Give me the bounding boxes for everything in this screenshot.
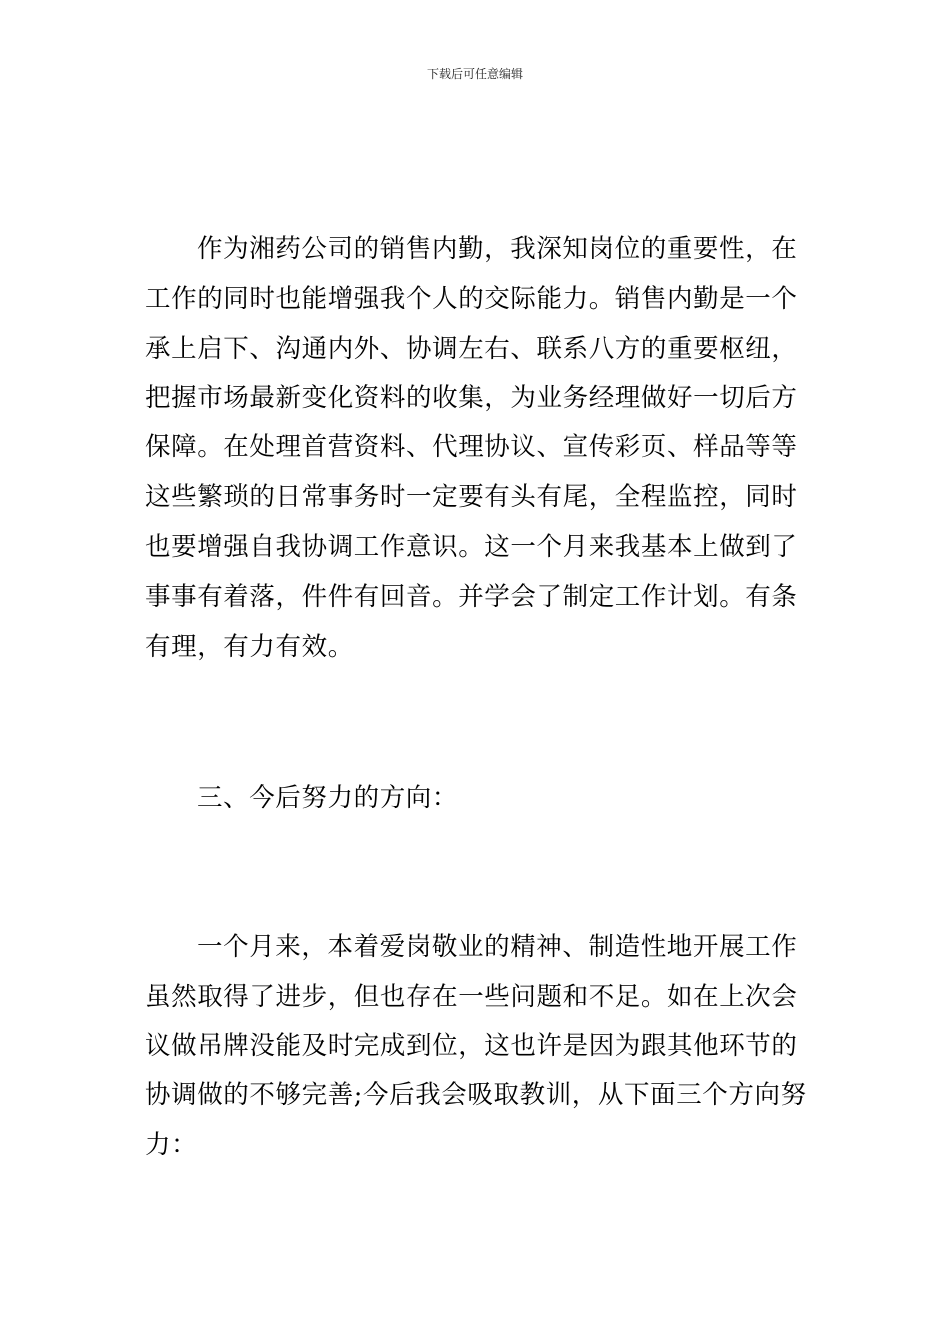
paragraph-line: 把握市场最新变化资料的收集，为业务经理做好一切后方 [145,383,798,413]
paragraph-line: 有理，有力有效。 [145,632,354,662]
paragraph-line: 虽然取得了进步，但也存在一些问题和不足。如在上次会 [145,982,798,1012]
paragraph-line: 事事有着落，件件有回音。并学会了制定工作计划。有条 [145,582,798,612]
paragraph-line: 这些繁琐的日常事务时一定要有头有尾，全程监控，同时 [145,482,798,512]
paragraph-line: 也要增强自我协调工作意识。这一个月来我基本上做到了 [145,532,798,562]
page-header: 下载后可任意编辑 [426,67,523,81]
paragraph-line: 作为湘药公司的销售内勤，我深知岗位的重要性，在 [197,234,798,264]
paragraph-line: 工作的同时也能增强我个人的交际能力。销售内勤是一个 [145,284,798,314]
paragraph-line: 保障。在处理首营资料、代理协议、宣传彩页、样品等等 [145,432,798,462]
paragraph-line: 议做吊牌没能及时完成到位，这也许是因为跟其他环节的 [145,1031,798,1061]
section-heading: 三、今后努力的方向： [197,783,459,813]
paragraph-line: 力： [145,1130,198,1160]
paragraph-line: 承上启下、沟通内外、协调左右、联系八方的重要枢纽， [145,334,798,364]
paragraph-line: 一个月来，本着爱岗敬业的精神、制造性地开展工作 [197,932,798,962]
paragraph-line: 协调做的不够完善;今后我会吸取教训，从下面三个方向努 [145,1080,807,1110]
